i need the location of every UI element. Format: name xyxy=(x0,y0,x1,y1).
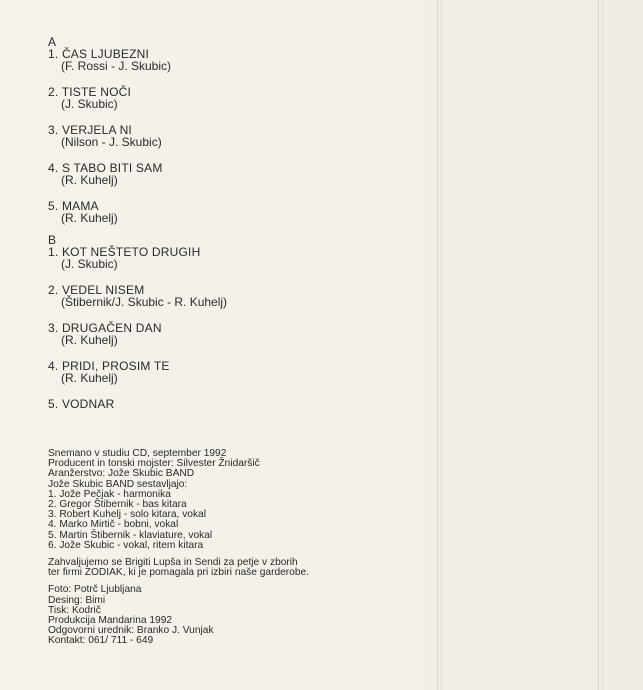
track-author: (Nilson - J. Skubic) xyxy=(61,135,162,149)
track-item xyxy=(48,48,428,72)
credit-line: Produkcija Mandarina 1992 xyxy=(48,615,173,627)
track-title: 3. DRUGAČEN DAN xyxy=(48,321,162,335)
track-item xyxy=(48,162,428,186)
credit-line: Snemano v studiu CD, september 1992 xyxy=(48,448,227,459)
track-title: 1. ČAS LJUBEZNI xyxy=(48,47,150,61)
credit-line: Odgovorni urednik: Branko J. Vunjak xyxy=(48,625,214,637)
credit-line: Producent in tonski mojster: Silvester Žnidaršič xyxy=(48,458,260,470)
track-title: 1. KOT NEŠTETO DRUGIH xyxy=(48,245,201,259)
credit-line: Foto: Potrč Ljubljana xyxy=(48,584,142,596)
tracklist xyxy=(48,36,428,424)
track-title: 3. VERJELA NI xyxy=(48,123,132,137)
side-a-label: A xyxy=(48,35,57,49)
fold-line xyxy=(602,0,603,690)
credit-line: Jože Skubic BAND sestavljajo: xyxy=(48,478,188,490)
credit-line: ter firmi ZODIAK, ki je pomagala pri izbiri naše garderobe. xyxy=(48,567,310,579)
track-item xyxy=(48,398,428,410)
credit-line: 5. Martin Štibernik - klaviature, vokal xyxy=(48,529,213,541)
track-author: (R. Kuhelj) xyxy=(61,371,118,385)
track-author: (Štibernik/J. Skubic - R. Kuhelj) xyxy=(61,295,228,309)
track-title: 4. PRIDI, PROSIM TE xyxy=(48,359,170,373)
credit-line: Kontakt: 061/ 711 - 649 xyxy=(48,635,154,647)
credit-line: Tisk: Kodrič xyxy=(48,604,101,616)
credit-line: 1. Jože Pečjak - harmonika xyxy=(48,488,171,500)
track-item xyxy=(48,246,428,270)
credit-line: 6. Jože Skubic - vokal, ritem kitara xyxy=(48,539,204,551)
track-item xyxy=(48,200,428,224)
credits xyxy=(48,449,428,647)
credit-line: Aranžerstvo: Jože Skubic BAND xyxy=(48,468,195,480)
credit-line: Zahvaljujemo se Brigiti Lupša in Sendi za petje v zborih xyxy=(48,557,298,569)
track-title: 5. VODNAR xyxy=(48,397,115,411)
track-item xyxy=(48,124,428,148)
side-b-label: B xyxy=(48,233,57,247)
track-item xyxy=(48,360,428,384)
fold-line xyxy=(441,0,442,690)
track-item xyxy=(48,284,428,308)
credit-line: 4. Marko Mirtič - bobni, vokal xyxy=(48,519,179,531)
production-credits xyxy=(48,585,428,646)
credit-line: Desing: Bimi xyxy=(48,594,106,606)
track-author: (R. Kuhelj) xyxy=(61,173,118,187)
fold-line xyxy=(598,0,599,690)
fold-line xyxy=(437,0,438,690)
credit-line: 2. Gregor Štibernik - bas kitara xyxy=(48,499,187,511)
track-author: (J. Skubic) xyxy=(61,257,118,271)
track-title: 2. VEDEL NISEM xyxy=(48,283,145,297)
track-author: (R. Kuhelj) xyxy=(61,333,118,347)
side-a-tracks xyxy=(48,48,428,224)
recording-credits xyxy=(48,449,428,551)
track-author: (F. Rossi - J. Skubic) xyxy=(61,59,172,73)
track-title: 2. TISTE NOČI xyxy=(48,85,132,99)
track-title: 4. S TABO BITI SAM xyxy=(48,161,163,175)
track-author: (R. Kuhelj) xyxy=(61,211,118,225)
side-b-tracks xyxy=(48,246,428,410)
credit-line: 3. Robert Kuhelj - solo kitara, vokal xyxy=(48,509,206,521)
track-title: 5. MAMA xyxy=(48,199,99,213)
thanks-note xyxy=(48,558,428,578)
track-author: (J. Skubic) xyxy=(61,97,118,111)
track-item xyxy=(48,322,428,346)
track-item xyxy=(48,86,428,110)
